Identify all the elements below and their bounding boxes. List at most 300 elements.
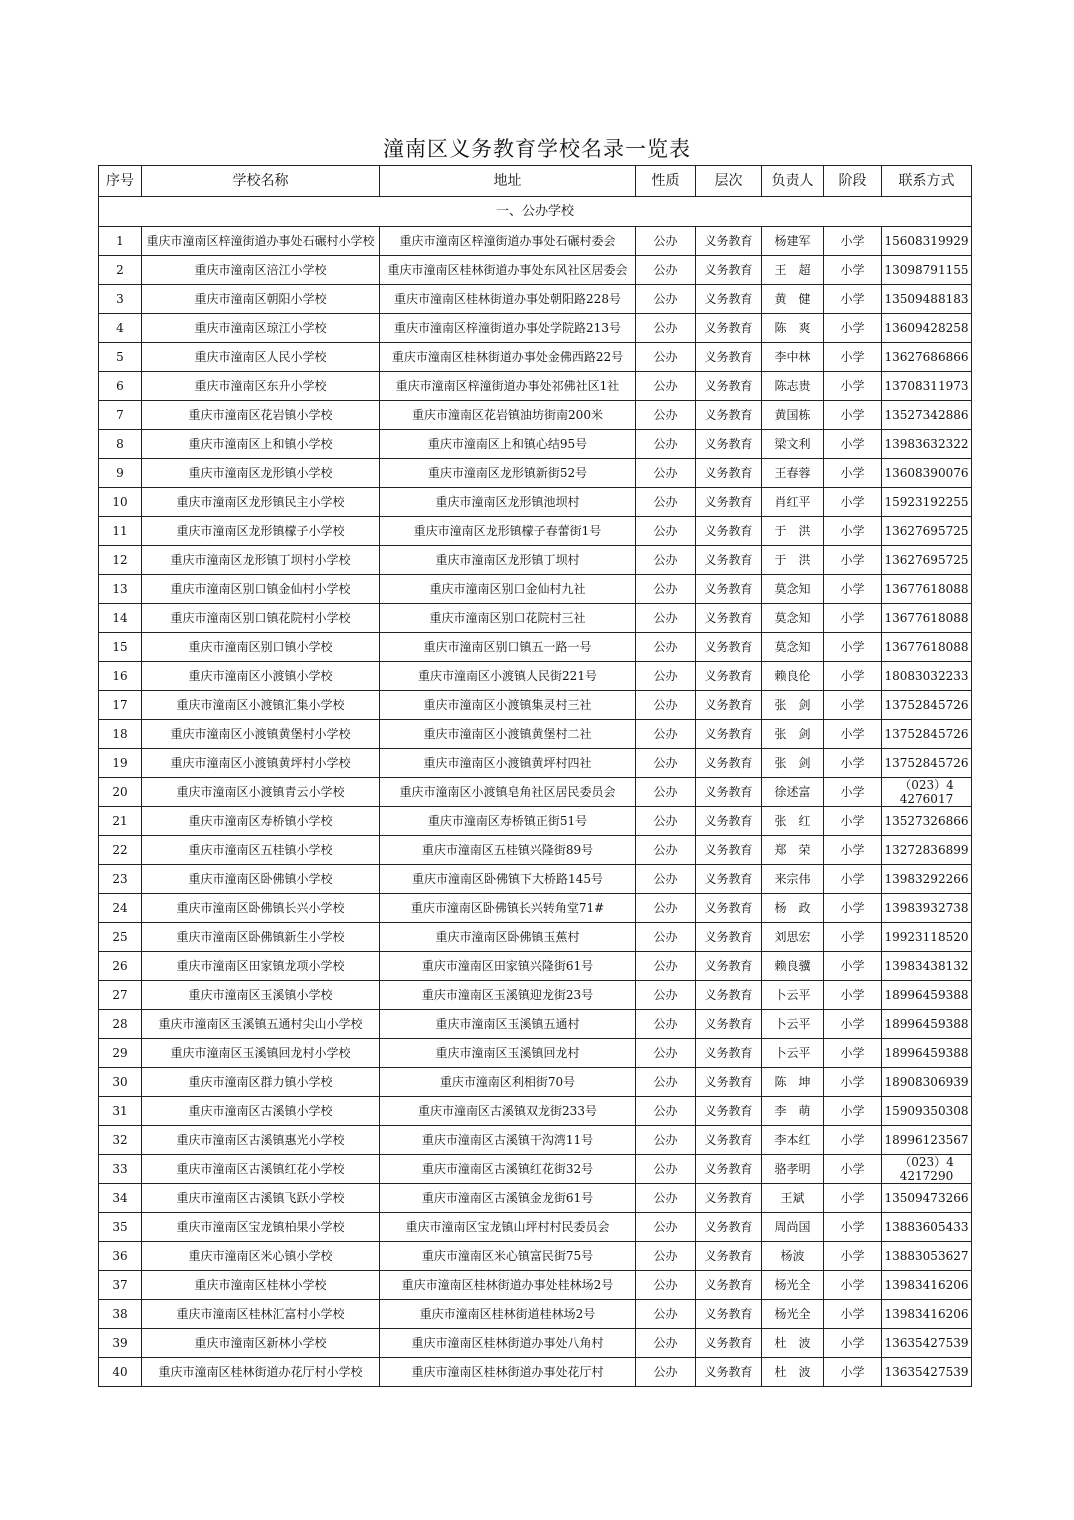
header-contact: 联系方式 [882, 166, 972, 197]
cell-nature: 公办 [636, 952, 696, 981]
cell-school-name: 重庆市潼南区宝龙镇柏果小学校 [142, 1213, 380, 1242]
table-row [99, 285, 972, 314]
cell-index: 11 [99, 517, 142, 546]
cell-level: 义务教育 [696, 314, 762, 343]
cell-index: 2 [99, 256, 142, 285]
cell-stage: 小学 [824, 604, 882, 633]
cell-school-name: 重庆市潼南区桂林街道办花厅村小学校 [142, 1358, 380, 1387]
table-row [99, 952, 972, 981]
table-row [99, 778, 972, 807]
cell-level: 义务教育 [696, 1271, 762, 1300]
cell-nature: 公办 [636, 1300, 696, 1329]
cell-school-name: 重庆市潼南区别口镇小学校 [142, 633, 380, 662]
cell-school-name: 重庆市潼南区小渡镇黄坪村小学校 [142, 749, 380, 778]
cell-level: 义务教育 [696, 952, 762, 981]
cell-level: 义务教育 [696, 372, 762, 401]
cell-school-name: 重庆市潼南区小渡镇黄堡村小学校 [142, 720, 380, 749]
table-row [99, 459, 972, 488]
cell-stage: 小学 [824, 488, 882, 517]
cell-nature: 公办 [636, 923, 696, 952]
table-row [99, 1300, 972, 1329]
cell-principal: 骆孝明 [762, 1155, 824, 1184]
table-row [99, 749, 972, 778]
table-row [99, 517, 972, 546]
cell-level: 义务教育 [696, 836, 762, 865]
cell-contact: 13983932738 [882, 894, 972, 923]
cell-level: 义务教育 [696, 430, 762, 459]
header-level: 层次 [696, 166, 762, 197]
cell-nature: 公办 [636, 778, 696, 807]
cell-nature: 公办 [636, 604, 696, 633]
cell-school-name: 重庆市潼南区古溪镇红花小学校 [142, 1155, 380, 1184]
cell-contact: 13627695725 [882, 546, 972, 575]
cell-index: 3 [99, 285, 142, 314]
cell-level: 义务教育 [696, 749, 762, 778]
cell-principal: 陈志贵 [762, 372, 824, 401]
cell-nature: 公办 [636, 372, 696, 401]
cell-index: 27 [99, 981, 142, 1010]
cell-address: 重庆市潼南区米心镇富民街75号 [380, 1242, 636, 1271]
cell-stage: 小学 [824, 227, 882, 256]
contact-landline: （023）44276017 [899, 778, 954, 806]
cell-stage: 小学 [824, 894, 882, 923]
cell-level: 义务教育 [696, 1068, 762, 1097]
cell-level: 义务教育 [696, 1155, 762, 1184]
cell-school-name: 重庆市潼南区人民小学校 [142, 343, 380, 372]
cell-nature: 公办 [636, 633, 696, 662]
cell-address: 重庆市潼南区小渡镇人民街221号 [380, 662, 636, 691]
page-title: 潼南区义务教育学校名录一览表 [383, 137, 691, 161]
cell-principal: 于 洪 [762, 546, 824, 575]
cell-index: 22 [99, 836, 142, 865]
cell-index: 28 [99, 1010, 142, 1039]
cell-level: 义务教育 [696, 604, 762, 633]
header-index: 序号 [99, 166, 142, 197]
cell-school-name: 重庆市潼南区古溪镇惠光小学校 [142, 1126, 380, 1155]
cell-nature: 公办 [636, 691, 696, 720]
table-row [99, 807, 972, 836]
cell-nature: 公办 [636, 662, 696, 691]
cell-stage: 小学 [824, 778, 882, 807]
cell-address: 重庆市潼南区玉溪镇迎龙街23号 [380, 981, 636, 1010]
cell-school-name: 重庆市潼南区玉溪镇回龙村小学校 [142, 1039, 380, 1068]
cell-school-name: 重庆市潼南区花岩镇小学校 [142, 401, 380, 430]
cell-contact: 13983632322 [882, 430, 972, 459]
cell-stage: 小学 [824, 749, 882, 778]
table-row [99, 1126, 972, 1155]
cell-stage: 小学 [824, 807, 882, 836]
cell-nature: 公办 [636, 285, 696, 314]
cell-nature: 公办 [636, 720, 696, 749]
cell-school-name: 重庆市潼南区别口镇花院村小学校 [142, 604, 380, 633]
cell-school-name: 重庆市潼南区卧佛镇长兴小学校 [142, 894, 380, 923]
cell-address: 重庆市潼南区龙形镇新街52号 [380, 459, 636, 488]
cell-address: 重庆市潼南区别口镇五一路一号 [380, 633, 636, 662]
cell-nature: 公办 [636, 1213, 696, 1242]
cell-nature: 公办 [636, 807, 696, 836]
cell-nature: 公办 [636, 1242, 696, 1271]
cell-level: 义务教育 [696, 691, 762, 720]
cell-level: 义务教育 [696, 256, 762, 285]
cell-index: 31 [99, 1097, 142, 1126]
cell-principal: 周尚国 [762, 1213, 824, 1242]
cell-index: 24 [99, 894, 142, 923]
table-row [99, 894, 972, 923]
cell-address: 重庆市潼南区桂林街道办事处花厅村 [380, 1358, 636, 1387]
cell-nature: 公办 [636, 459, 696, 488]
cell-address: 重庆市潼南区龙形镇丁坝村 [380, 546, 636, 575]
cell-index: 26 [99, 952, 142, 981]
cell-address: 重庆市潼南区上和镇心结95号 [380, 430, 636, 459]
cell-stage: 小学 [824, 1329, 882, 1358]
cell-contact: 13509473266 [882, 1184, 972, 1213]
cell-school-name: 重庆市潼南区龙形镇小学校 [142, 459, 380, 488]
cell-contact: 13509488183 [882, 285, 972, 314]
cell-principal: 黄 健 [762, 285, 824, 314]
cell-principal: 莫念知 [762, 604, 824, 633]
cell-contact: 15608319929 [882, 227, 972, 256]
cell-level: 义务教育 [696, 343, 762, 372]
cell-address: 重庆市潼南区桂林街道办事处金佛西路22号 [380, 343, 636, 372]
cell-stage: 小学 [824, 1242, 882, 1271]
cell-school-name: 重庆市潼南区群力镇小学校 [142, 1068, 380, 1097]
cell-contact: 13272836899 [882, 836, 972, 865]
cell-principal: 杨光全 [762, 1271, 824, 1300]
cell-principal: 陈 爽 [762, 314, 824, 343]
cell-index: 5 [99, 343, 142, 372]
cell-school-name: 重庆市潼南区琼江小学校 [142, 314, 380, 343]
cell-contact: 13983416206 [882, 1271, 972, 1300]
cell-principal: 张 红 [762, 807, 824, 836]
cell-index: 32 [99, 1126, 142, 1155]
cell-index: 13 [99, 575, 142, 604]
cell-index: 6 [99, 372, 142, 401]
cell-contact: 13527342886 [882, 401, 972, 430]
cell-contact: 13098791155 [882, 256, 972, 285]
cell-nature: 公办 [636, 1358, 696, 1387]
cell-nature: 公办 [636, 836, 696, 865]
cell-stage: 小学 [824, 662, 882, 691]
cell-level: 义务教育 [696, 1242, 762, 1271]
cell-nature: 公办 [636, 1039, 696, 1068]
cell-contact: 13677618088 [882, 604, 972, 633]
cell-nature: 公办 [636, 343, 696, 372]
cell-school-name: 重庆市潼南区玉溪镇五通村尖山小学校 [142, 1010, 380, 1039]
cell-address: 重庆市潼南区桂林街道桂林场2号 [380, 1300, 636, 1329]
table-row [99, 720, 972, 749]
cell-address: 重庆市潼南区卧佛镇玉蕉村 [380, 923, 636, 952]
cell-index: 29 [99, 1039, 142, 1068]
cell-principal: 卜云平 [762, 1039, 824, 1068]
cell-contact: 15923192255 [882, 488, 972, 517]
cell-principal: 徐述富 [762, 778, 824, 807]
cell-index: 36 [99, 1242, 142, 1271]
cell-stage: 小学 [824, 1068, 882, 1097]
cell-principal: 杨 政 [762, 894, 824, 923]
cell-principal: 张 剑 [762, 691, 824, 720]
cell-school-name: 重庆市潼南区小渡镇汇集小学校 [142, 691, 380, 720]
cell-address: 重庆市潼南区田家镇兴隆街61号 [380, 952, 636, 981]
cell-address: 重庆市潼南区古溪镇双龙街233号 [380, 1097, 636, 1126]
cell-contact: 19923118520 [882, 923, 972, 952]
cell-index: 15 [99, 633, 142, 662]
cell-principal: 卜云平 [762, 981, 824, 1010]
cell-nature: 公办 [636, 401, 696, 430]
table-row [99, 430, 972, 459]
cell-stage: 小学 [824, 517, 882, 546]
table-row [99, 1010, 972, 1039]
cell-school-name: 重庆市潼南区龙形镇民主小学校 [142, 488, 380, 517]
cell-stage: 小学 [824, 372, 882, 401]
cell-school-name: 重庆市潼南区桂林汇富村小学校 [142, 1300, 380, 1329]
cell-stage: 小学 [824, 1155, 882, 1184]
cell-index: 40 [99, 1358, 142, 1387]
cell-address: 重庆市潼南区玉溪镇五通村 [380, 1010, 636, 1039]
cell-nature: 公办 [636, 575, 696, 604]
cell-contact: 18996459388 [882, 1010, 972, 1039]
cell-address: 重庆市潼南区花岩镇油坊街南200米 [380, 401, 636, 430]
cell-stage: 小学 [824, 633, 882, 662]
cell-school-name: 重庆市潼南区寿桥镇小学校 [142, 807, 380, 836]
cell-stage: 小学 [824, 865, 882, 894]
cell-index: 19 [99, 749, 142, 778]
header-row [99, 166, 972, 197]
table-row [99, 836, 972, 865]
cell-contact: 13983438132 [882, 952, 972, 981]
cell-nature: 公办 [636, 1184, 696, 1213]
cell-stage: 小学 [824, 314, 882, 343]
section-title: 一、公办学校 [99, 197, 972, 227]
cell-stage: 小学 [824, 285, 882, 314]
cell-principal: 莫念知 [762, 633, 824, 662]
cell-index: 8 [99, 430, 142, 459]
cell-nature: 公办 [636, 894, 696, 923]
cell-contact: 13677618088 [882, 633, 972, 662]
table-row [99, 1213, 972, 1242]
cell-address: 重庆市潼南区梓潼街道办事处祁佛社区1社 [380, 372, 636, 401]
header-school-name: 学校名称 [142, 166, 380, 197]
cell-school-name: 重庆市潼南区涪江小学校 [142, 256, 380, 285]
cell-level: 义务教育 [696, 459, 762, 488]
cell-contact: 13627686866 [882, 343, 972, 372]
cell-school-name: 重庆市潼南区龙形镇丁坝村小学校 [142, 546, 380, 575]
cell-level: 义务教育 [696, 546, 762, 575]
cell-nature: 公办 [636, 517, 696, 546]
cell-school-name: 重庆市潼南区桂林小学校 [142, 1271, 380, 1300]
header-nature: 性质 [636, 166, 696, 197]
cell-stage: 小学 [824, 1358, 882, 1387]
cell-level: 义务教育 [696, 1300, 762, 1329]
cell-address: 重庆市潼南区小渡镇黄堡村二社 [380, 720, 636, 749]
table-row [99, 865, 972, 894]
cell-school-name: 重庆市潼南区五桂镇小学校 [142, 836, 380, 865]
cell-index: 33 [99, 1155, 142, 1184]
cell-stage: 小学 [824, 256, 882, 285]
cell-level: 义务教育 [696, 1039, 762, 1068]
cell-level: 义务教育 [696, 894, 762, 923]
cell-contact: 13752845726 [882, 691, 972, 720]
table-row [99, 227, 972, 256]
cell-principal: 李本红 [762, 1126, 824, 1155]
cell-level: 义务教育 [696, 865, 762, 894]
cell-index: 1 [99, 227, 142, 256]
cell-principal: 王春蓉 [762, 459, 824, 488]
cell-index: 16 [99, 662, 142, 691]
cell-principal: 王斌 [762, 1184, 824, 1213]
cell-contact: 15909350308 [882, 1097, 972, 1126]
cell-principal: 于 洪 [762, 517, 824, 546]
cell-principal: 刘思宏 [762, 923, 824, 952]
cell-nature: 公办 [636, 256, 696, 285]
cell-school-name: 重庆市潼南区上和镇小学校 [142, 430, 380, 459]
cell-school-name: 重庆市潼南区田家镇龙项小学校 [142, 952, 380, 981]
cell-principal: 张 剑 [762, 749, 824, 778]
cell-school-name: 重庆市潼南区朝阳小学校 [142, 285, 380, 314]
cell-principal: 来宗伟 [762, 865, 824, 894]
cell-principal: 赖良伦 [762, 662, 824, 691]
table-row [99, 1155, 972, 1184]
cell-stage: 小学 [824, 546, 882, 575]
cell-address: 重庆市潼南区寿桥镇正街51号 [380, 807, 636, 836]
cell-address: 重庆市潼南区利相街70号 [380, 1068, 636, 1097]
cell-address: 重庆市潼南区小渡镇黄坪村四社 [380, 749, 636, 778]
cell-stage: 小学 [824, 401, 882, 430]
cell-index: 21 [99, 807, 142, 836]
cell-stage: 小学 [824, 1039, 882, 1068]
cell-principal: 杨光全 [762, 1300, 824, 1329]
cell-level: 义务教育 [696, 720, 762, 749]
cell-school-name: 重庆市潼南区小渡镇青云小学校 [142, 778, 380, 807]
cell-level: 义务教育 [696, 981, 762, 1010]
cell-index: 34 [99, 1184, 142, 1213]
table-row [99, 546, 972, 575]
cell-principal: 肖红平 [762, 488, 824, 517]
table-row [99, 1271, 972, 1300]
cell-contact: 13883605433 [882, 1213, 972, 1242]
cell-stage: 小学 [824, 720, 882, 749]
table-row [99, 691, 972, 720]
cell-address: 重庆市潼南区小渡镇集灵村三社 [380, 691, 636, 720]
cell-nature: 公办 [636, 430, 696, 459]
cell-index: 30 [99, 1068, 142, 1097]
school-roster-table [98, 165, 972, 1387]
cell-index: 18 [99, 720, 142, 749]
cell-school-name: 重庆市潼南区古溪镇小学校 [142, 1097, 380, 1126]
cell-level: 义务教育 [696, 662, 762, 691]
table-row [99, 1358, 972, 1387]
cell-nature: 公办 [636, 314, 696, 343]
table-row [99, 372, 972, 401]
cell-contact [882, 1155, 972, 1184]
cell-stage: 小学 [824, 1097, 882, 1126]
cell-level: 义务教育 [696, 488, 762, 517]
cell-nature: 公办 [636, 1097, 696, 1126]
cell-school-name: 重庆市潼南区别口镇金仙村小学校 [142, 575, 380, 604]
cell-nature: 公办 [636, 865, 696, 894]
cell-school-name: 重庆市潼南区新林小学校 [142, 1329, 380, 1358]
cell-school-name: 重庆市潼南区玉溪镇小学校 [142, 981, 380, 1010]
cell-address: 重庆市潼南区别口花院村三社 [380, 604, 636, 633]
table-row [99, 488, 972, 517]
cell-principal: 黄国栋 [762, 401, 824, 430]
table-row [99, 1329, 972, 1358]
table-row [99, 401, 972, 430]
cell-level: 义务教育 [696, 1126, 762, 1155]
table-row [99, 633, 972, 662]
cell-address: 重庆市潼南区小渡镇皂角社区居民委员会 [380, 778, 636, 807]
cell-index: 37 [99, 1271, 142, 1300]
cell-address: 重庆市潼南区龙形镇檬子春蕾街1号 [380, 517, 636, 546]
cell-contact: 13677618088 [882, 575, 972, 604]
cell-level: 义务教育 [696, 807, 762, 836]
cell-index: 12 [99, 546, 142, 575]
table-row [99, 1068, 972, 1097]
cell-contact: 18083032233 [882, 662, 972, 691]
cell-stage: 小学 [824, 1300, 882, 1329]
cell-address: 重庆市潼南区龙形镇池坝村 [380, 488, 636, 517]
cell-stage: 小学 [824, 952, 882, 981]
cell-principal: 陈 坤 [762, 1068, 824, 1097]
cell-nature: 公办 [636, 546, 696, 575]
cell-level: 义务教育 [696, 1329, 762, 1358]
cell-principal: 杨建军 [762, 227, 824, 256]
cell-principal: 杨波 [762, 1242, 824, 1271]
cell-level: 义务教育 [696, 778, 762, 807]
cell-principal: 赖良骥 [762, 952, 824, 981]
cell-contact: 13608390076 [882, 459, 972, 488]
cell-level: 义务教育 [696, 1010, 762, 1039]
cell-nature: 公办 [636, 981, 696, 1010]
cell-address: 重庆市潼南区别口金仙村九社 [380, 575, 636, 604]
cell-stage: 小学 [824, 836, 882, 865]
cell-principal: 卜云平 [762, 1010, 824, 1039]
table-row [99, 256, 972, 285]
cell-principal: 李中林 [762, 343, 824, 372]
cell-school-name: 重庆市潼南区东升小学校 [142, 372, 380, 401]
cell-address: 重庆市潼南区桂林街道办事处八角村 [380, 1329, 636, 1358]
contact-landline: （023）44217290 [899, 1155, 954, 1183]
cell-contact: 13752845726 [882, 720, 972, 749]
table-row [99, 343, 972, 372]
cell-contact: 13635427539 [882, 1329, 972, 1358]
cell-level: 义务教育 [696, 401, 762, 430]
cell-nature: 公办 [636, 1010, 696, 1039]
cell-level: 义务教育 [696, 1097, 762, 1126]
cell-level: 义务教育 [696, 1358, 762, 1387]
cell-level: 义务教育 [696, 285, 762, 314]
cell-contact: 13708311973 [882, 372, 972, 401]
cell-nature: 公办 [636, 1271, 696, 1300]
cell-nature: 公办 [636, 749, 696, 778]
cell-address: 重庆市潼南区桂林街道办事处朝阳路228号 [380, 285, 636, 314]
cell-index: 20 [99, 778, 142, 807]
table-row [99, 923, 972, 952]
cell-index: 7 [99, 401, 142, 430]
table-row [99, 314, 972, 343]
cell-index: 35 [99, 1213, 142, 1242]
cell-stage: 小学 [824, 691, 882, 720]
cell-index: 10 [99, 488, 142, 517]
cell-index: 25 [99, 923, 142, 952]
cell-stage: 小学 [824, 1184, 882, 1213]
cell-address: 重庆市潼南区宝龙镇山坪村村民委员会 [380, 1213, 636, 1242]
cell-principal: 张 剑 [762, 720, 824, 749]
cell-principal: 莫念知 [762, 575, 824, 604]
cell-nature: 公办 [636, 1126, 696, 1155]
cell-address: 重庆市潼南区卧佛镇长兴转角堂71# [380, 894, 636, 923]
cell-address: 重庆市潼南区桂林街道办事处东风社区居委会 [380, 256, 636, 285]
table-row [99, 1097, 972, 1126]
